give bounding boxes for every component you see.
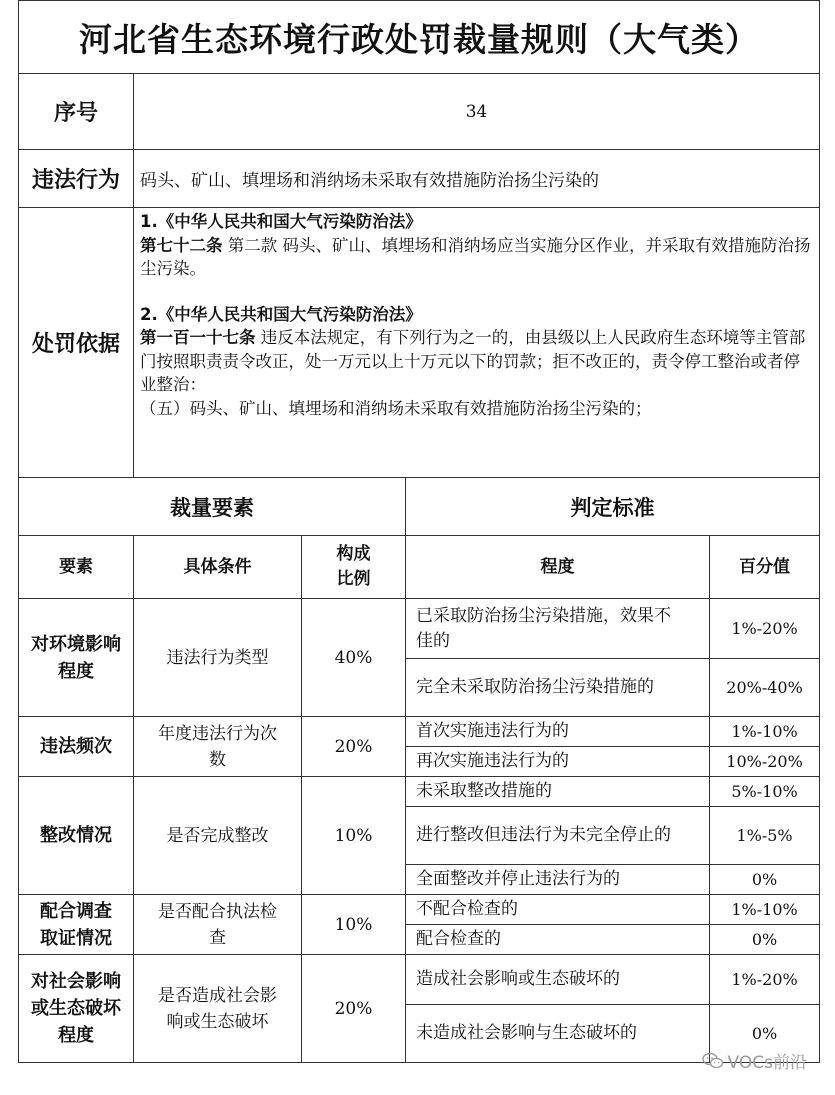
factor-cell: 对社会影响或生态破坏程度 — [19, 955, 134, 1063]
ratio-cell: 20% — [302, 955, 406, 1063]
percent-cell: 1%-10% — [710, 717, 820, 747]
page-title: 河北省生态环境行政处罚裁量规则（大气类） — [19, 1, 820, 74]
degree-cell: 已采取防治扬尘污染措施，效果不佳的 — [406, 599, 710, 659]
factor-cell: 配合调查取证情况 — [19, 895, 134, 955]
basis-text-1: 第二款 码头、矿山、填埋场和消纳场应当实施分区作业，并采取有效措施防治扬尘污染。 — [140, 235, 811, 278]
factor-cell: 对环境影响程度 — [19, 599, 134, 717]
ratio-header: 构成比例 — [302, 536, 406, 599]
condition-cell: 是否配合执法检查 — [134, 895, 302, 955]
basis-article-1: 第七十二条 — [140, 235, 223, 255]
percent-cell: 10%-20% — [710, 747, 820, 777]
wechat-icon — [702, 1052, 724, 1070]
percent-cell: 1%-10% — [710, 895, 820, 925]
degree-cell: 造成社会影响或生态破坏的 — [406, 955, 710, 1005]
condition-cell: 是否造成社会影响或生态破坏 — [134, 955, 302, 1063]
degree-header: 程度 — [406, 536, 710, 599]
percent-cell: 0% — [710, 925, 820, 955]
basis-label: 处罚依据 — [19, 208, 134, 478]
degree-cell: 完全未采取防治扬尘污染措施的 — [406, 659, 710, 717]
basis-clause-2 — [140, 326, 815, 397]
serial-label: 序号 — [19, 74, 134, 150]
degree-cell: 进行整改但违法行为未完全停止的 — [406, 807, 710, 865]
percent-cell: 1%-20% — [710, 955, 820, 1005]
factors-group-header: 裁量要素 — [19, 478, 406, 536]
degree-cell: 不配合检查的 — [406, 895, 710, 925]
basis-content — [134, 208, 820, 478]
ratio-cell: 20% — [302, 717, 406, 777]
condition-cell: 违法行为类型 — [134, 599, 302, 717]
percent-cell: 20%-40% — [710, 659, 820, 717]
factor-cell: 违法频次 — [19, 717, 134, 777]
degree-cell: 配合检查的 — [406, 925, 710, 955]
penalty-table — [18, 0, 820, 1063]
factor-cell: 整改情况 — [19, 777, 134, 895]
basis-text-2: 违反本法规定，有下列行为之一的，由县级以上人民政府生态环境等主管部门按照职责责令改正，处一万元以上十万元以下的罚款；拒不改正的，责令停工整治或者停业整治： — [140, 328, 806, 394]
degree-cell: 未采取整改措施的 — [406, 777, 710, 807]
document — [18, 0, 819, 1063]
violation-label: 违法行为 — [19, 150, 134, 208]
basis-clause-1 — [140, 234, 815, 281]
criteria-group-header: 判定标准 — [406, 478, 820, 536]
percent-cell: 1%-20% — [710, 599, 820, 659]
ratio-cell: 10% — [302, 777, 406, 895]
degree-cell: 全面整改并停止违法行为的 — [406, 865, 710, 895]
factor-header: 要素 — [19, 536, 134, 599]
basis-law-2: 2.《中华人民共和国大气污染防治法》 — [140, 304, 422, 324]
basis-article-2: 第一百一十七条 — [140, 328, 256, 347]
violation-text: 码头、矿山、填埋场和消纳场未采取有效措施防治扬尘污染的 — [134, 150, 820, 208]
serial-value: 34 — [134, 74, 820, 150]
basis-law-1: 1.《中华人民共和国大气污染防治法》 — [140, 212, 422, 231]
percent-cell: 0% — [710, 865, 820, 895]
basis-gap — [140, 281, 815, 303]
condition-cell: 年度违法行为次数 — [134, 717, 302, 777]
percent-cell: 0% — [710, 1005, 820, 1063]
ratio-cell: 40% — [302, 599, 406, 717]
degree-cell: 再次实施违法行为的 — [406, 747, 710, 777]
ratio-cell: 10% — [302, 895, 406, 955]
percent-header: 百分值 — [710, 536, 820, 599]
degree-cell: 未造成社会影响与生态破坏的 — [406, 1005, 710, 1063]
percent-cell: 5%-10% — [710, 777, 820, 807]
watermark — [702, 1048, 807, 1073]
condition-cell: 是否完成整改 — [134, 777, 302, 895]
watermark-text: VOCs前沿 — [727, 1053, 807, 1073]
degree-cell: 首次实施违法行为的 — [406, 717, 710, 747]
basis-extra-2: （五）码头、矿山、填埋场和消纳场未采取有效措施防治扬尘污染的； — [140, 398, 652, 418]
percent-cell: 1%-5% — [710, 807, 820, 865]
condition-header: 具体条件 — [134, 536, 302, 599]
